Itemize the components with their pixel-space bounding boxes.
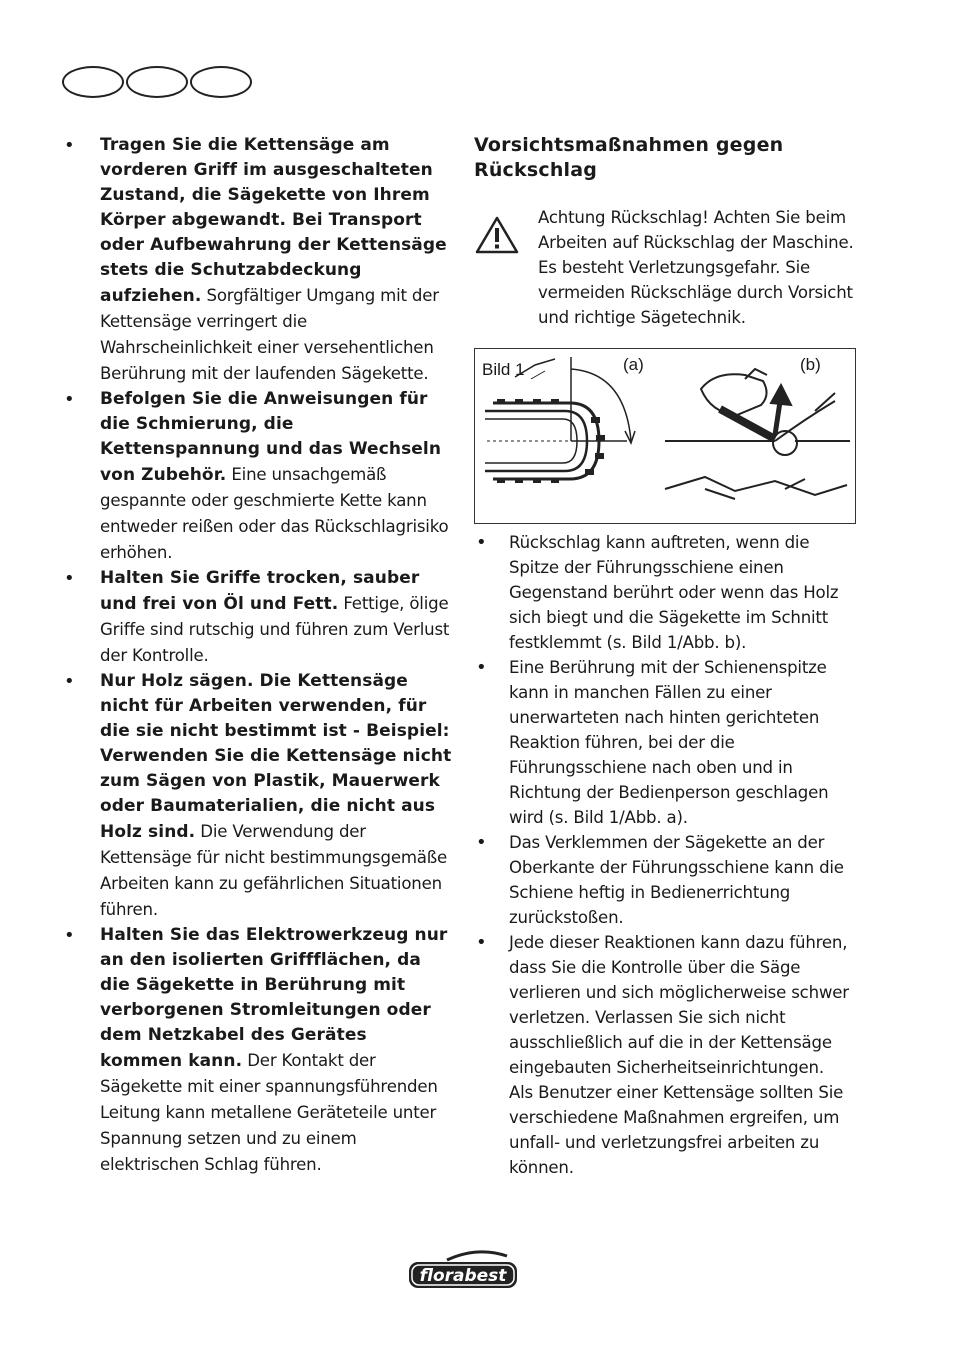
list-item: • Eine Berührung mit der Schienenspitze kann in manchen Fällen zu einer unerwarteten nach hinten gerichteten Reaktion führen, bei der die Führungsschiene nach oben und in Richtung der Bedienperson geschlagen wird (s. Bild 1/Abb. a). — [474, 655, 860, 830]
list-item — [62, 387, 454, 566]
bullet-bold-text: Nur Holz sägen. Die Kettensäge nicht für Arbeiten verwenden, für die sie nicht bestimmt ist - Beispiel: Verwenden Sie die Kettensäge nicht zum Sägen von Plastik, Mauerwerk oder Baumaterialien, die nicht aus Holz sind. — [100, 671, 452, 842]
language-tab-3 — [190, 66, 252, 98]
language-tabs — [62, 66, 258, 100]
warning-block — [474, 205, 860, 330]
bullet-text: Der Kontakt der Sägekette mit einer spannungsführenden Leitung kann metallene Geräteteile unter Spannung setzen und zu einem elektrischen Schlag führen. — [100, 1051, 438, 1174]
list-item — [62, 133, 454, 387]
list-item: • Jede dieser Reaktionen kann dazu führen, dass Sie die Kontrolle über die Säge verlieren und sich möglicherweise schwer verletzen. Verlassen Sie sich nicht ausschließlich auf die in der Kettensäge eingebauten Sicherheitseinrichtungen. — [474, 930, 860, 1080]
safety-bullet-list — [62, 133, 454, 1178]
right-column — [474, 133, 860, 1180]
language-tab-2 — [126, 66, 188, 98]
bullet-text: Sorgfältiger Umgang mit der Kettensäge verringert die Wahrscheinlichkeit einer versehentlichen Berührung mit der laufenden Sägekette. — [100, 286, 439, 383]
logo-text: florabest — [419, 1266, 507, 1286]
closing-paragraph: Als Benutzer einer Kettensäge sollten Sie verschiedene Maßnahmen ergreifen, um unfall- und verletzungsfrei arbeiten zu können. — [509, 1083, 844, 1177]
figure-label-b: (b) — [800, 355, 821, 374]
bullet-bold-text: Halten Sie das Elektrowerkzeug nur an den isolierten Griffflächen, da die Sägekette in Berührung mit verborgenen Stromleitungen oder dem Netzkabel des Gerätes kommen kann. — [100, 925, 448, 1071]
warning-text: Achtung Rückschlag! Achten Sie beim Arbeiten auf Rückschlag der Maschine. Es besteht Verletzungsgefahr. Sie vermeiden Rückschläge durch Vorsicht und richtige Sägetechnik. — [538, 208, 854, 327]
bullet-bold-text: Tragen Sie die Kettensäge am vorderen Griff im ausgeschalteten Zustand, die Sägekette von Ihrem Körper abgewandt. Bei Transport oder Aufbewahrung der Kettensäge stets die Schutzabdeckung aufziehen. — [100, 135, 447, 306]
left-column — [62, 133, 454, 1178]
warning-triangle-icon — [474, 215, 520, 255]
list-item: • Rückschlag kann auftreten, wenn die Spitze der Führungsschiene einen Gegenstand berührt oder wenn das Holz sich biegt und die Sägekette im Schnitt festklemmt (s. Bild 1/Abb. b). — [474, 530, 860, 655]
kickback-saw-illustration — [665, 369, 850, 499]
bullet-text: Eine unsachgemäß gespannte oder geschmierte Kette kann entweder reißen oder das Rückschlagrisiko erhöhen. — [100, 465, 449, 562]
bullet-bold-text: Halten Sie Griffe trocken, sauber und frei von Öl und Fett. — [100, 568, 420, 614]
list-item — [62, 923, 454, 1178]
language-tab-1 — [62, 66, 124, 98]
list-item — [62, 669, 454, 923]
figure-kickback — [474, 348, 856, 524]
florabest-logo — [407, 1250, 519, 1290]
list-item: • Das Verklemmen der Sägekette an der Oberkante der Führungsschiene kann die Schiene heftig in Bedienerrichtung zurückstoßen. — [474, 830, 860, 930]
list-item — [62, 566, 454, 669]
bullet-bold-text: Befolgen Sie die Anweisungen für die Schmierung, die Kettenspannung und das Wechseln von Zubehör. — [100, 389, 442, 485]
bullet-text: Fettige, ölige Griffe sind rutschig und führen zum Verlust der Kontrolle. — [100, 594, 450, 665]
bullet-text: Die Verwendung der Kettensäge für nicht bestimmungsgemäße Arbeiten kann zu gefährlichen Situationen führen. — [100, 822, 448, 919]
kickback-bullet-list — [474, 530, 860, 1080]
figure-label-a: (a) — [623, 355, 644, 374]
section-heading: Vorsichtsmaßnahmen gegen Rückschlag — [474, 134, 784, 181]
florabest-logo-icon — [407, 1250, 519, 1290]
figure-title: Bild 1 — [482, 360, 525, 379]
